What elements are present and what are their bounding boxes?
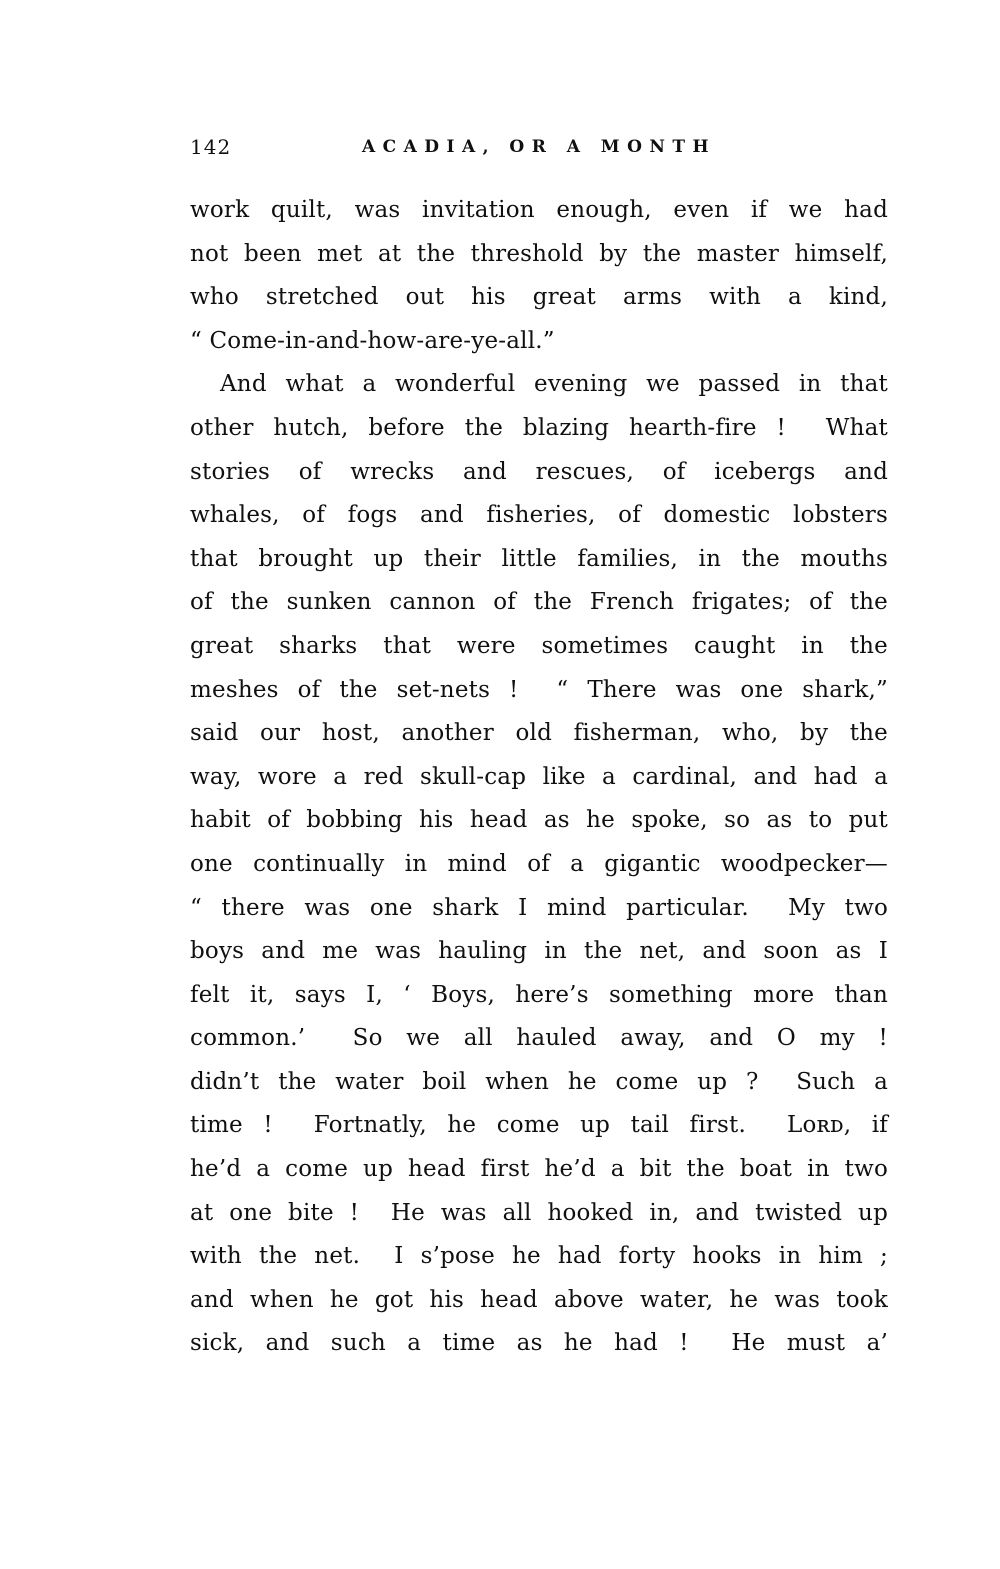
text-line: “ Come-in-and-how-are-ye-all.” xyxy=(190,327,555,354)
text-line: and when he got his head above water, he was took xyxy=(190,1286,888,1313)
text-line: work quilt, was invitation enough, even if we had xyxy=(190,197,888,223)
text-line: sick, and such a time as he had ! He must a’ xyxy=(190,1330,888,1357)
text-line: way, wore a red skull-cap like a cardinal, and had a xyxy=(190,763,888,790)
text-line: meshes of the set-nets ! “ There was one shark,” xyxy=(190,676,888,703)
text-line: at one bite ! He was all hooked in, and twisted up xyxy=(190,1199,888,1226)
page-header xyxy=(190,134,888,162)
text-line: other hutch, before the blazing hearth-fire ! What xyxy=(190,414,888,441)
text-line: whales, of fogs and fisheries, of domestic lobsters xyxy=(190,502,888,529)
page-number: 142 xyxy=(190,135,232,159)
text-line: said our host, another old fisherman, who, by the xyxy=(190,720,888,747)
text-line: time ! Fortnatly, he come up tail first. Lᴏʀᴅ, if xyxy=(190,1112,888,1139)
page-body xyxy=(190,189,888,1366)
paragraph xyxy=(190,363,888,1366)
text-line: And what a wonderful evening we passed in that xyxy=(220,371,888,398)
text-line: didn’t the water boil when he come up ? Such a xyxy=(190,1068,888,1095)
text-line: stories of wrecks and rescues, of icebergs and xyxy=(190,458,888,485)
text-line: habit of bobbing his head as he spoke, so as to put xyxy=(190,807,888,834)
text-line: who stretched out his great arms with a kind, xyxy=(190,284,888,311)
text-line: boys and me was hauling in the net, and soon as I xyxy=(190,938,888,965)
text-line: not been met at the threshold by the master himself, xyxy=(190,240,888,267)
text-line: felt it, says I, ‘ Boys, here’s something more than xyxy=(190,981,888,1008)
text-line: of the sunken cannon of the French frigates; of the xyxy=(190,589,888,616)
paragraph xyxy=(190,189,888,363)
text-line: he’d a come up head first he’d a bit the boat in two xyxy=(190,1156,888,1183)
text-line: with the net. I s’pose he had forty hooks in him ; xyxy=(190,1243,888,1270)
text-line: common.’ So we all hauled away, and O my ! xyxy=(190,1025,888,1052)
text-line: great sharks that were sometimes caught in the xyxy=(190,632,888,659)
text-line: “ there was one shark I mind particular. My two xyxy=(190,894,888,921)
text-line: that brought up their little families, in the mouths xyxy=(190,545,888,572)
text-line: one continually in mind of a gigantic woodpecker— xyxy=(190,850,888,877)
running-title: ACADIA, OR A MONTH xyxy=(361,137,717,157)
